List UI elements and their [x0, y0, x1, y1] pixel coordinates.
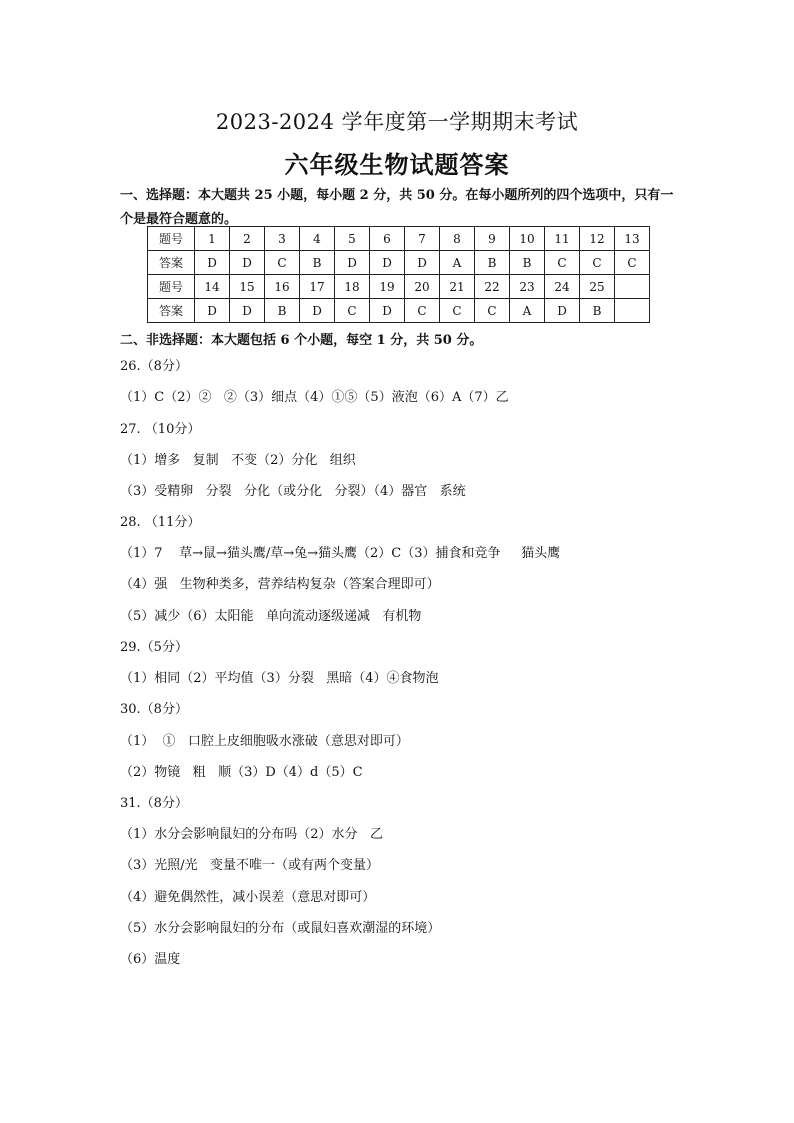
answer-cell: D [230, 251, 265, 275]
answer-cell: D [545, 299, 580, 323]
question-number: 24 [545, 275, 580, 299]
row-label: 答案 [148, 251, 195, 275]
row-label: 题号 [148, 275, 195, 299]
answer-cell: C [475, 299, 510, 323]
question-number: 6 [370, 227, 405, 251]
answer-cell: B [265, 299, 300, 323]
answer-cell: A [440, 251, 475, 275]
row-label: 题号 [148, 227, 195, 251]
answer-cell: B [475, 251, 510, 275]
question-number: 19 [370, 275, 405, 299]
question-heading: 27. （10分） [120, 422, 201, 437]
row-label: 答案 [148, 299, 195, 323]
answer-line: （5）减少（6）太阳能 单向流动逐级递减 有机物 [120, 609, 422, 624]
question-number: 20 [405, 275, 440, 299]
answer-cell: D [370, 251, 405, 275]
answer-line: （5）水分会影响鼠妇的分布（或鼠妇喜欢潮湿的环境） [120, 921, 441, 936]
answer-cell: A [510, 299, 545, 323]
answer-cell: C [615, 251, 650, 275]
section2-heading: 二、非选择题：本大题包括 6 个小题，每空 1 分，共 50 分。 [120, 333, 483, 348]
answer-line: （1）C（2）② ②（3）细点（4）①⑤（5）液泡（6）A（7）乙 [120, 390, 509, 405]
answer-line: （4）强 生物种类多，营养结构复杂（答案合理即可） [120, 577, 440, 592]
answer-line: （3）受精卵 分裂 分化（或分化 分裂）（4）器官 系统 [120, 484, 466, 499]
answer-line: （1）增多 复制 不变（2）分化 组织 [120, 453, 356, 468]
answer-line: （4）避免偶然性，减小误差（意思对即可） [120, 890, 376, 905]
answer-line: （1）相同（2）平均值（3）分裂 黑暗（4）④食物泡 [120, 671, 439, 686]
question-number: 21 [440, 275, 475, 299]
answer-cell: C [440, 299, 475, 323]
answer-cell: C [335, 299, 370, 323]
question-number: 22 [475, 275, 510, 299]
question-number: 10 [510, 227, 545, 251]
answer-cell: D [195, 299, 230, 323]
answer-key-title: 六年级生物试题答案 [284, 150, 510, 179]
answer-cell: C [545, 251, 580, 275]
question-heading: 31.（8分） [120, 796, 188, 811]
question-heading: 26.（8分） [120, 359, 188, 374]
answer-cell [615, 299, 650, 323]
answer-cell: B [510, 251, 545, 275]
table-row [148, 275, 650, 299]
answer-cell: D [370, 299, 405, 323]
question-number: 25 [580, 275, 615, 299]
answer-table [147, 226, 650, 323]
question-heading: 29.（5分） [120, 640, 188, 655]
question-number: 5 [335, 227, 370, 251]
question-number [615, 275, 650, 299]
question-number: 15 [230, 275, 265, 299]
question-heading: 30.（8分） [120, 702, 188, 717]
question-number: 9 [475, 227, 510, 251]
question-number: 12 [580, 227, 615, 251]
answer-line: （3）光照/光 变量不唯一（或有两个变量） [120, 858, 380, 873]
answer-line: （1）7 草→鼠→猫头鹰/草→兔→猫头鹰（2）C（3）捕食和竞争 猫头鹰 [120, 546, 561, 561]
answer-cell: D [195, 251, 230, 275]
question-number: 13 [615, 227, 650, 251]
table-row [148, 251, 650, 275]
answer-cell: D [335, 251, 370, 275]
answer-line: （6）温度 [120, 952, 181, 967]
question-number: 8 [440, 227, 475, 251]
answer-cell: C [580, 251, 615, 275]
question-number: 7 [405, 227, 440, 251]
question-number: 11 [545, 227, 580, 251]
answer-cell: B [580, 299, 615, 323]
table-row [148, 227, 650, 251]
answer-line: （1）水分会影响鼠妇的分布吗（2）水分 乙 [120, 827, 383, 842]
answer-line: （2）物镜 粗 顺（3）D（4）d（5）C [120, 765, 363, 780]
question-number: 2 [230, 227, 265, 251]
answer-cell: D [230, 299, 265, 323]
question-number: 16 [265, 275, 300, 299]
question-number: 3 [265, 227, 300, 251]
question-number: 18 [335, 275, 370, 299]
question-number: 14 [195, 275, 230, 299]
section1-heading: 一、选择题：本大题共 25 小题，每小题 2 分，共 50 分。在每小题所列的四个选项中，只有一个是最符合题意的。 [120, 188, 674, 227]
exam-title: 2023-2024 学年度第一学期期末考试 [215, 110, 579, 134]
answer-line: （1） ① 口腔上皮细胞吸水涨破（意思对即可） [120, 734, 409, 749]
answer-cell: C [265, 251, 300, 275]
answer-cell: D [300, 299, 335, 323]
answer-cell: B [300, 251, 335, 275]
question-heading: 28. （11分） [120, 515, 201, 530]
question-number: 23 [510, 275, 545, 299]
table-row [148, 299, 650, 323]
answer-cell: C [405, 299, 440, 323]
question-number: 4 [300, 227, 335, 251]
question-number: 17 [300, 275, 335, 299]
answer-cell: D [405, 251, 440, 275]
question-number: 1 [195, 227, 230, 251]
